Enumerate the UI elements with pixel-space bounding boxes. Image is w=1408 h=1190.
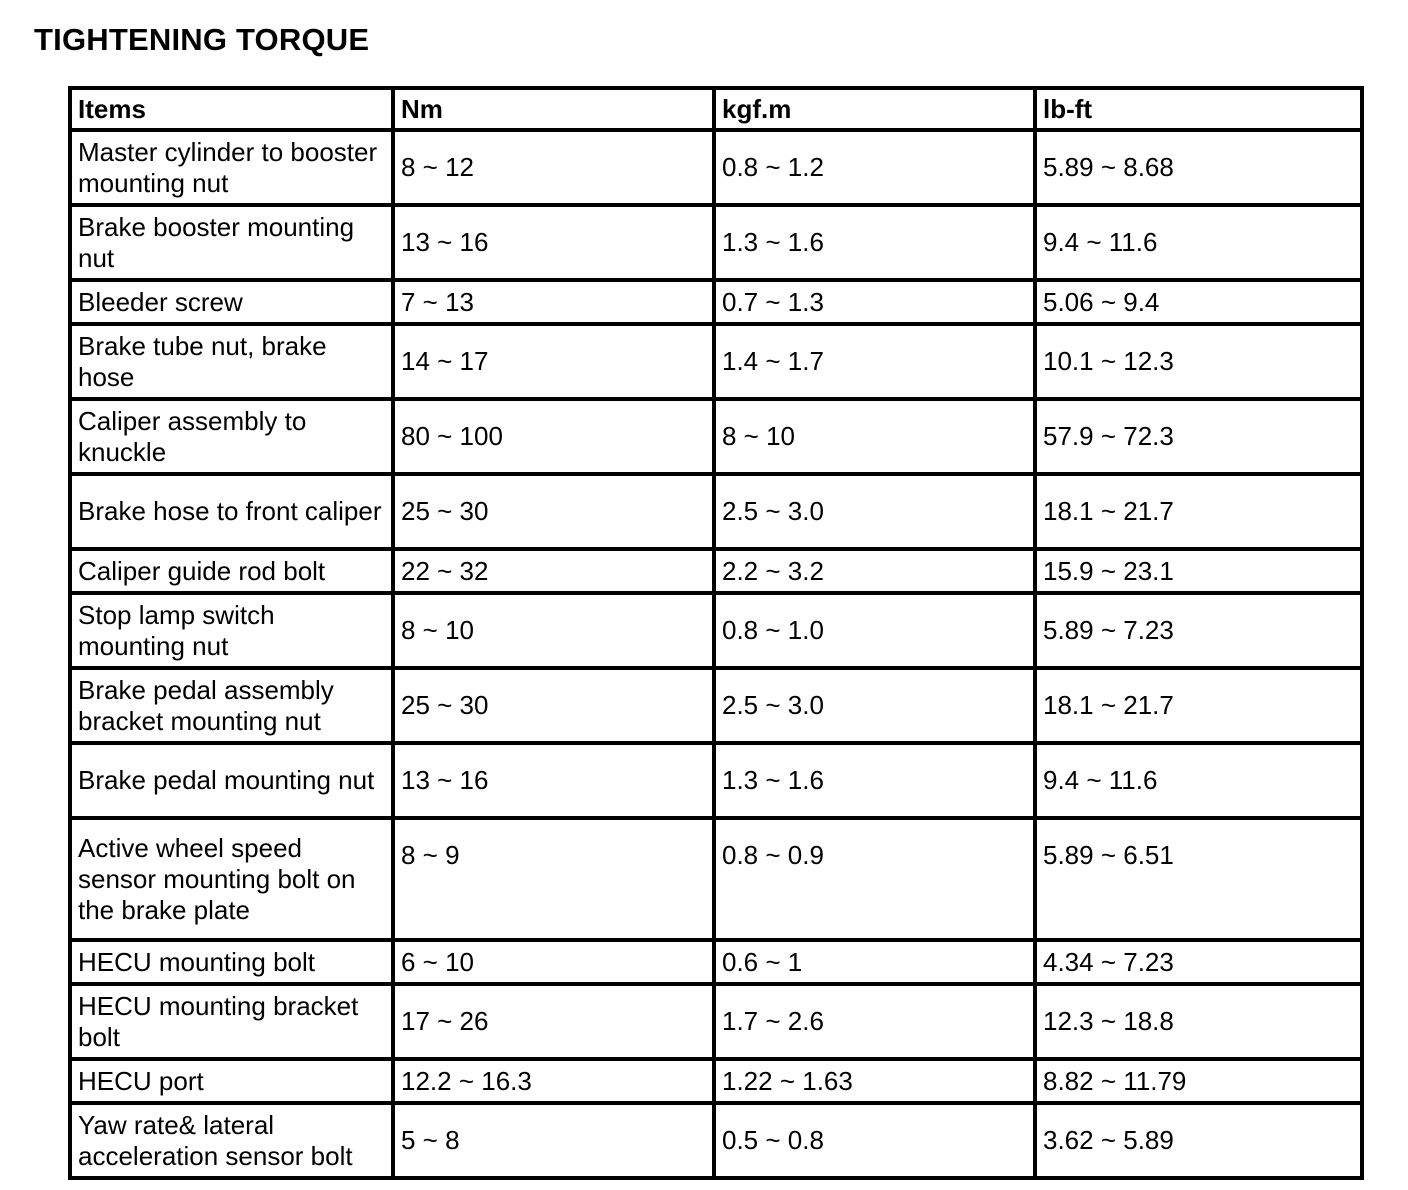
lbft-cell: 15.9 ~ 23.1 bbox=[1035, 549, 1362, 593]
nm-cell: 12.2 ~ 16.3 bbox=[393, 1059, 714, 1103]
table-row bbox=[70, 130, 1362, 205]
header-nm: Nm bbox=[393, 88, 714, 130]
nm-cell: 8 ~ 9 bbox=[393, 818, 714, 940]
item-cell: Brake booster mounting nut bbox=[70, 205, 393, 280]
header-kgfm: kgf.m bbox=[714, 88, 1035, 130]
item-cell: Brake hose to front caliper bbox=[70, 474, 393, 549]
kgfm-cell: 0.8 ~ 0.9 bbox=[714, 818, 1035, 940]
nm-cell: 13 ~ 16 bbox=[393, 743, 714, 818]
table-header-row bbox=[70, 88, 1362, 130]
lbft-cell: 5.89 ~ 6.51 bbox=[1035, 818, 1362, 940]
item-cell: Master cylinder to booster mounting nut bbox=[70, 130, 393, 205]
kgfm-cell: 2.5 ~ 3.0 bbox=[714, 474, 1035, 549]
nm-cell: 13 ~ 16 bbox=[393, 205, 714, 280]
nm-cell: 25 ~ 30 bbox=[393, 474, 714, 549]
item-cell: HECU port bbox=[70, 1059, 393, 1103]
kgfm-cell: 0.8 ~ 1.0 bbox=[714, 593, 1035, 668]
kgfm-cell: 1.4 ~ 1.7 bbox=[714, 324, 1035, 399]
kgfm-cell: 1.3 ~ 1.6 bbox=[714, 743, 1035, 818]
lbft-cell: 8.82 ~ 11.79 bbox=[1035, 1059, 1362, 1103]
lbft-cell: 18.1 ~ 21.7 bbox=[1035, 474, 1362, 549]
header-items: Items bbox=[70, 88, 393, 130]
lbft-cell: 4.34 ~ 7.23 bbox=[1035, 940, 1362, 984]
item-cell: Brake tube nut, brake hose bbox=[70, 324, 393, 399]
lbft-cell: 18.1 ~ 21.7 bbox=[1035, 668, 1362, 743]
kgfm-cell: 0.8 ~ 1.2 bbox=[714, 130, 1035, 205]
lbft-cell: 9.4 ~ 11.6 bbox=[1035, 743, 1362, 818]
table-row bbox=[70, 1103, 1362, 1178]
item-cell: Yaw rate& lateral acceleration sensor bolt bbox=[70, 1103, 393, 1178]
kgfm-cell: 1.22 ~ 1.63 bbox=[714, 1059, 1035, 1103]
nm-cell: 22 ~ 32 bbox=[393, 549, 714, 593]
table-row bbox=[70, 280, 1362, 324]
lbft-cell: 5.89 ~ 7.23 bbox=[1035, 593, 1362, 668]
table-row bbox=[70, 940, 1362, 984]
table-row bbox=[70, 668, 1362, 743]
item-cell: HECU mounting bolt bbox=[70, 940, 393, 984]
item-cell: Bleeder screw bbox=[70, 280, 393, 324]
kgfm-cell: 2.2 ~ 3.2 bbox=[714, 549, 1035, 593]
item-cell: HECU mounting bracket bolt bbox=[70, 984, 393, 1059]
nm-cell: 8 ~ 12 bbox=[393, 130, 714, 205]
kgfm-cell: 1.7 ~ 2.6 bbox=[714, 984, 1035, 1059]
item-cell: Brake pedal assembly bracket mounting nut bbox=[70, 668, 393, 743]
kgfm-cell: 0.7 ~ 1.3 bbox=[714, 280, 1035, 324]
table-row bbox=[70, 743, 1362, 818]
lbft-cell: 12.3 ~ 18.8 bbox=[1035, 984, 1362, 1059]
nm-cell: 25 ~ 30 bbox=[393, 668, 714, 743]
lbft-cell: 9.4 ~ 11.6 bbox=[1035, 205, 1362, 280]
nm-cell: 80 ~ 100 bbox=[393, 399, 714, 474]
kgfm-cell: 1.3 ~ 1.6 bbox=[714, 205, 1035, 280]
kgfm-cell: 0.6 ~ 1 bbox=[714, 940, 1035, 984]
item-cell: Active wheel speed sensor mounting bolt on the brake plate bbox=[70, 818, 393, 940]
lbft-cell: 10.1 ~ 12.3 bbox=[1035, 324, 1362, 399]
item-cell: Caliper assembly to knuckle bbox=[70, 399, 393, 474]
page-title: TIGHTENING TORQUE bbox=[34, 22, 370, 57]
nm-cell: 5 ~ 8 bbox=[393, 1103, 714, 1178]
table-row bbox=[70, 984, 1362, 1059]
item-cell: Brake pedal mounting nut bbox=[70, 743, 393, 818]
table-row bbox=[70, 1059, 1362, 1103]
nm-cell: 6 ~ 10 bbox=[393, 940, 714, 984]
lbft-cell: 3.62 ~ 5.89 bbox=[1035, 1103, 1362, 1178]
table-row bbox=[70, 549, 1362, 593]
header-lbft: lb-ft bbox=[1035, 88, 1362, 130]
lbft-cell: 5.06 ~ 9.4 bbox=[1035, 280, 1362, 324]
kgfm-cell: 0.5 ~ 0.8 bbox=[714, 1103, 1035, 1178]
item-cell: Stop lamp switch mounting nut bbox=[70, 593, 393, 668]
tightening-torque-table bbox=[68, 86, 1364, 1180]
nm-cell: 8 ~ 10 bbox=[393, 593, 714, 668]
kgfm-cell: 8 ~ 10 bbox=[714, 399, 1035, 474]
lbft-cell: 57.9 ~ 72.3 bbox=[1035, 399, 1362, 474]
table-row bbox=[70, 593, 1362, 668]
table-row bbox=[70, 474, 1362, 549]
table-row bbox=[70, 399, 1362, 474]
kgfm-cell: 2.5 ~ 3.0 bbox=[714, 668, 1035, 743]
nm-cell: 14 ~ 17 bbox=[393, 324, 714, 399]
lbft-cell: 5.89 ~ 8.68 bbox=[1035, 130, 1362, 205]
table-row bbox=[70, 818, 1362, 940]
table-row bbox=[70, 324, 1362, 399]
table-row bbox=[70, 205, 1362, 280]
nm-cell: 17 ~ 26 bbox=[393, 984, 714, 1059]
item-cell: Caliper guide rod bolt bbox=[70, 549, 393, 593]
nm-cell: 7 ~ 13 bbox=[393, 280, 714, 324]
